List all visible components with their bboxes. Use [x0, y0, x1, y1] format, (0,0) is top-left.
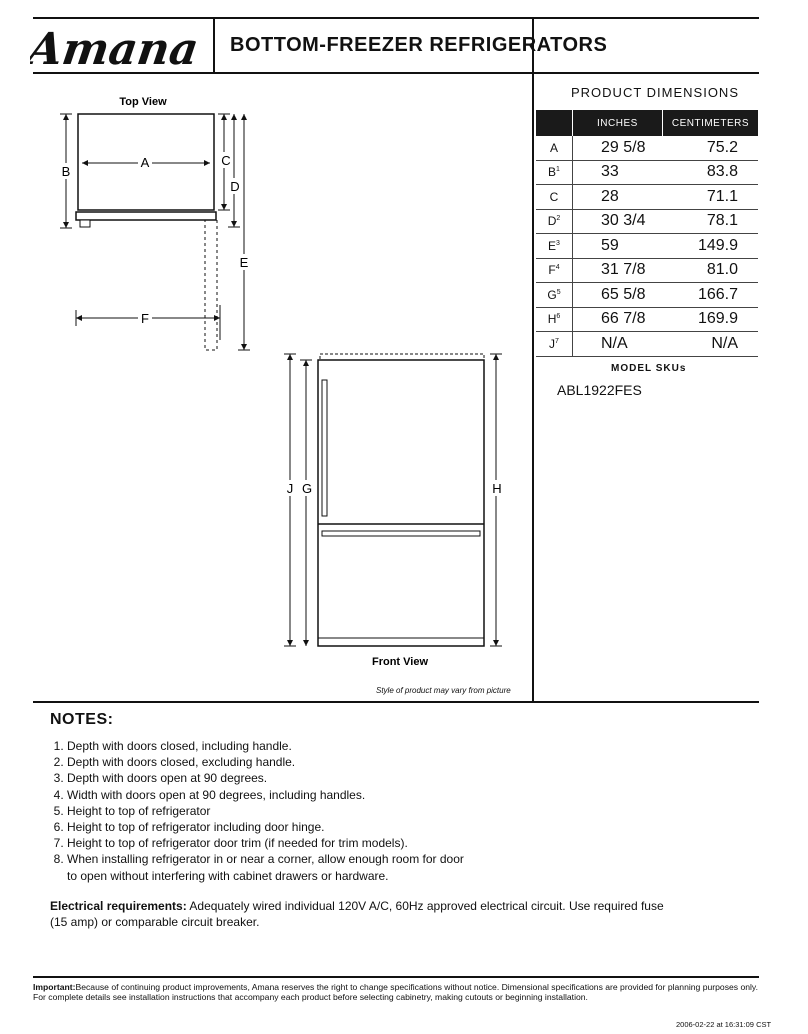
dim-e-label: E [239, 255, 249, 270]
page-title: BOTTOM-FREEZER REFRIGERATORS [230, 34, 608, 56]
dimension-row [536, 332, 758, 357]
electrical-requirements [50, 898, 670, 930]
top-view-handle [80, 220, 90, 227]
dimension-diagram [0, 80, 530, 700]
note-item: 6. Height to top of refrigerator including door hinge. [67, 819, 667, 835]
dimension-cm: 166.7 [662, 283, 758, 308]
dimension-inches: 30 3/4 [573, 209, 663, 234]
dim-h-label: H [492, 481, 502, 496]
dimension-inches: 31 7/8 [573, 258, 663, 283]
important-notice [33, 982, 773, 1002]
freezer-drawer-handle [322, 531, 480, 536]
dimensions-body [536, 136, 758, 356]
dim-f-label: F [141, 311, 149, 326]
top-rule [33, 17, 759, 19]
note-item: 4. Width with doors open at 90 degrees, including handles. [67, 787, 667, 803]
dimension-cm: 169.9 [662, 307, 758, 332]
dim-c-label: C [221, 153, 231, 168]
note-item: 5. Height to top of refrigerator [67, 803, 667, 819]
dimension-letter: $D^2$ [536, 209, 573, 234]
note-item: 8. When installing refrigerator in or near a corner, allow enough room for door to open without interfering with cabinet drawers or hardware. [67, 851, 467, 883]
dimension-row [536, 185, 758, 210]
dimension-inches: 28 [573, 185, 663, 210]
dimension-row [536, 209, 758, 234]
dimension-inches: 59 [573, 234, 663, 259]
dimensions-header-row [536, 110, 758, 136]
note-item: 7. Height to top of refrigerator door trim (if needed for trim models). [67, 835, 667, 851]
dim-b-label: B [61, 164, 71, 179]
note-item: 1. Depth with doors closed, including handle. [67, 738, 667, 754]
dimension-letter: C [536, 185, 573, 210]
important-text: Because of continuing product improvements, Amana reserves the right to change specifications without notice. Dimensional specifications are provided for planning purposes only. For complete details see installation instructions that accompany each product before selecting cabinetry, making cutouts or beginning installation. [33, 982, 758, 1002]
dimension-row [536, 234, 758, 259]
footer-rule [33, 976, 759, 978]
dimensions-table [536, 110, 758, 357]
notes-title: NOTES: [50, 711, 114, 728]
timestamp: 2006-02-22 at 16:31:09 CST [676, 1020, 772, 1029]
front-view-trim [320, 354, 484, 360]
dimension-letter: A [536, 136, 573, 160]
dimension-cm: 81.0 [662, 258, 758, 283]
dimension-cm: 71.1 [662, 185, 758, 210]
dimension-inches: 65 5/8 [573, 283, 663, 308]
dimensions-title: PRODUCT DIMENSIONS [571, 85, 739, 100]
dimension-letter: $G^5$ [536, 283, 573, 308]
dimension-row [536, 258, 758, 283]
dimension-letter: $E^3$ [536, 234, 573, 259]
dimension-row [536, 160, 758, 185]
top-view-open-door [205, 220, 217, 350]
dimension-cm: N/A [662, 332, 758, 357]
header-divider [213, 17, 215, 73]
dim-a-label: A [140, 155, 150, 170]
label-header [536, 110, 573, 136]
notes-rule [33, 701, 759, 703]
dimension-inches: 29 5/8 [573, 136, 663, 160]
column-divider [532, 18, 534, 702]
inches-header: INCHES [573, 110, 663, 136]
svg-text:Amana: Amana [30, 24, 202, 70]
header-rule [33, 72, 759, 74]
dimension-row [536, 307, 758, 332]
top-view-door [76, 212, 216, 220]
dimension-cm: 78.1 [662, 209, 758, 234]
dimension-letter: $B^1$ [536, 160, 573, 185]
top-view-label: Top View [119, 96, 167, 108]
dimension-cm: 149.9 [662, 234, 758, 259]
amana-logo [30, 24, 208, 70]
electrical-label: Electrical requirements: [50, 899, 187, 913]
centimeters-header: CENTIMETERS [662, 110, 758, 136]
model-sku: ABL1922FES [557, 382, 642, 398]
electrical-text: Adequately wired individual 120V A/C, 60Hz approved electrical circuit. Use required fuse (15 amp) or comparable circuit breaker. [50, 899, 664, 929]
dimension-inches: 66 7/8 [573, 307, 663, 332]
important-label: Important: [33, 982, 76, 992]
dimension-letter: $F^4$ [536, 258, 573, 283]
dimension-cm: 75.2 [662, 136, 758, 160]
dim-g-label: G [301, 481, 313, 496]
note-item: 3. Depth with doors open at 90 degrees. [67, 770, 667, 786]
dimension-letter: $J^7$ [536, 332, 573, 357]
dimension-inches: 33 [573, 160, 663, 185]
front-view-label: Front View [371, 656, 429, 668]
dim-j-label: J [286, 481, 294, 496]
dimension-inches: N/A [573, 332, 663, 357]
dimension-cm: 83.8 [662, 160, 758, 185]
model-skus-title: MODEL SKUs [611, 363, 687, 374]
dimension-row [536, 136, 758, 160]
notes-list [50, 738, 667, 884]
dimension-letter: $H^6$ [536, 307, 573, 332]
front-view-cabinet [318, 360, 484, 646]
dim-d-label: D [230, 179, 240, 194]
note-item: 2. Depth with doors closed, excluding handle. [67, 754, 667, 770]
fridge-door-handle [322, 380, 327, 516]
dimension-row [536, 283, 758, 308]
diagram-caption: Style of product may vary from picture [376, 686, 511, 695]
